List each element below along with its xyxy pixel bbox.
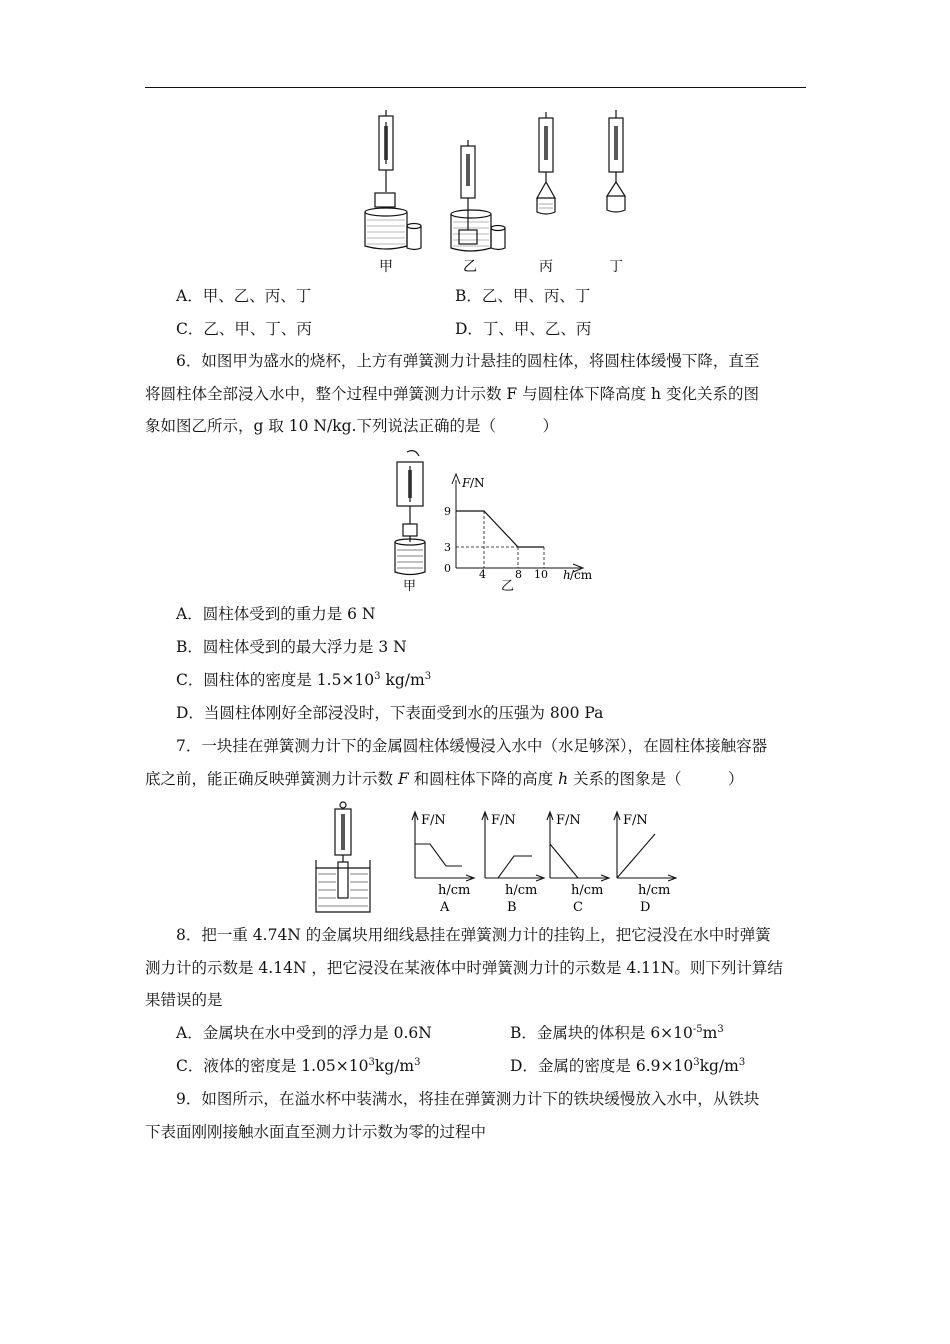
q8-stem-line: 测力计的示数是 4.14N ，把它浸没在某液体中时弹簧测力计的示数是 4.11N。则下列计算结 [145, 959, 783, 977]
q6-ylabel-unit: /N [470, 476, 485, 490]
q7-stem-line: 底之前，能正确反映弹簧测力计示数 F 和圆柱体下降的高度 h 关系的图象是（ ） [145, 770, 744, 788]
q7-xlabel: h/cm [438, 883, 471, 898]
q6-stem-line: 将圆柱体全部浸入水中，整个过程中弹簧测力计示数 F 与圆柱体下降高度 h 变化关系的图 [145, 385, 759, 403]
q6-graph [444, 474, 593, 594]
q6-figure [385, 448, 600, 596]
q7-xlabel: h/cm [571, 883, 604, 898]
header-rule [145, 87, 806, 88]
q6-xlabel-unit: /cm [570, 568, 593, 582]
q6-option-b: B．圆柱体受到的最大浮力是 3 N [176, 638, 407, 656]
q6-figure-label-yi: 乙 [501, 579, 515, 594]
q5-label-jia: 甲 [379, 259, 393, 275]
q6-xtick-4: 4 [479, 568, 486, 581]
q9-stem-line: 9．如图所示，在溢水杯中装满水，将挂在弹簧测力计下的铁块缓慢放入水中，从铁块 [176, 1090, 760, 1108]
q5-option-d: D．丁、甲、乙、丙 [455, 320, 592, 338]
q6-ytick-0: 0 [444, 562, 451, 575]
q6-stem-line: 象如图乙所示，g 取 10 N/kg.下列说法正确的是（ ） [145, 417, 558, 435]
q6-ytick-9: 9 [444, 505, 451, 518]
q8-option-d: D．金属的密度是 $6.9\times 10^3kg/m^3$ [510, 1057, 746, 1075]
q7-ylabel: F/N [556, 813, 581, 828]
q5-label-ding: 丁 [609, 259, 623, 275]
q8-option-c: C．液体的密度是 $1.05\times 10^3kg/m^3$ [176, 1057, 421, 1075]
q9-stem-line: 下表面刚刚接触水面直至测力计示数为零的过程中 [145, 1123, 487, 1141]
q7-stem-line: 7．一块挂在弹簧测力计下的金属圆柱体缓慢浸入水中（水足够深），在圆柱体接触容器 [176, 737, 768, 755]
q6-xtick-10: 10 [534, 568, 548, 581]
q6-ylabel-var: F [462, 476, 471, 490]
q8-stem-line: 果错误的是 [145, 991, 223, 1009]
q8-stem-line: 8．把一重 4.74N 的金属块用细线悬挂在弹簧测力计的挂钩上，把它浸没在水中时弹簧 [176, 926, 771, 944]
q7-ylabel: F/N [491, 813, 516, 828]
q6-figure-label-jia: 甲 [403, 579, 417, 594]
q7-graph-letter-a: A [440, 900, 450, 915]
q6-option-c: C．圆柱体的密度是 $1.5\times 10^3$ $kg/m^3$ [176, 671, 432, 689]
q7-ylabel: F/N [421, 813, 446, 828]
q6-stem-line: 6．如图甲为盛水的烧杯，上方有弹簧测力计悬挂的圆柱体，将圆柱体缓慢下降，直至 [176, 352, 760, 370]
q8-option-a: A．金属块在水中受到的浮力是 0.6N [176, 1024, 432, 1042]
q7-graph-letter-c: C [573, 900, 583, 915]
q6-option-d: D．当圆柱体刚好全部浸没时，下表面受到水的压强为 800 Pa [176, 704, 604, 722]
q5-figure [355, 108, 645, 278]
q6-ytick-3: 3 [444, 541, 451, 554]
q8-option-b: B．金属块的体积是 $6\times 10^{-5}m^3$ [510, 1024, 724, 1042]
q7-xlabel: h/cm [638, 883, 671, 898]
q5-option-a: A．甲、乙、丙、丁 [176, 287, 312, 305]
q7-ylabel: F/N [623, 813, 648, 828]
q7-graph-letter-d: D [640, 900, 651, 915]
q7-figure [310, 800, 680, 918]
q7-graph-letter-b: B [507, 900, 517, 915]
q7-xlabel: h/cm [505, 883, 538, 898]
q5-option-c: C．乙、甲、丁、丙 [176, 320, 312, 338]
q5-label-bing: 丙 [539, 259, 553, 275]
q6-xlabel-var: h [563, 568, 571, 582]
q5-option-b: B．乙、甲、丙、丁 [455, 287, 591, 305]
q5-label-yi: 乙 [463, 259, 477, 275]
q6-xtick-8: 8 [515, 568, 522, 581]
q6-option-a: A．圆柱体受到的重力是 6 N [176, 605, 376, 623]
